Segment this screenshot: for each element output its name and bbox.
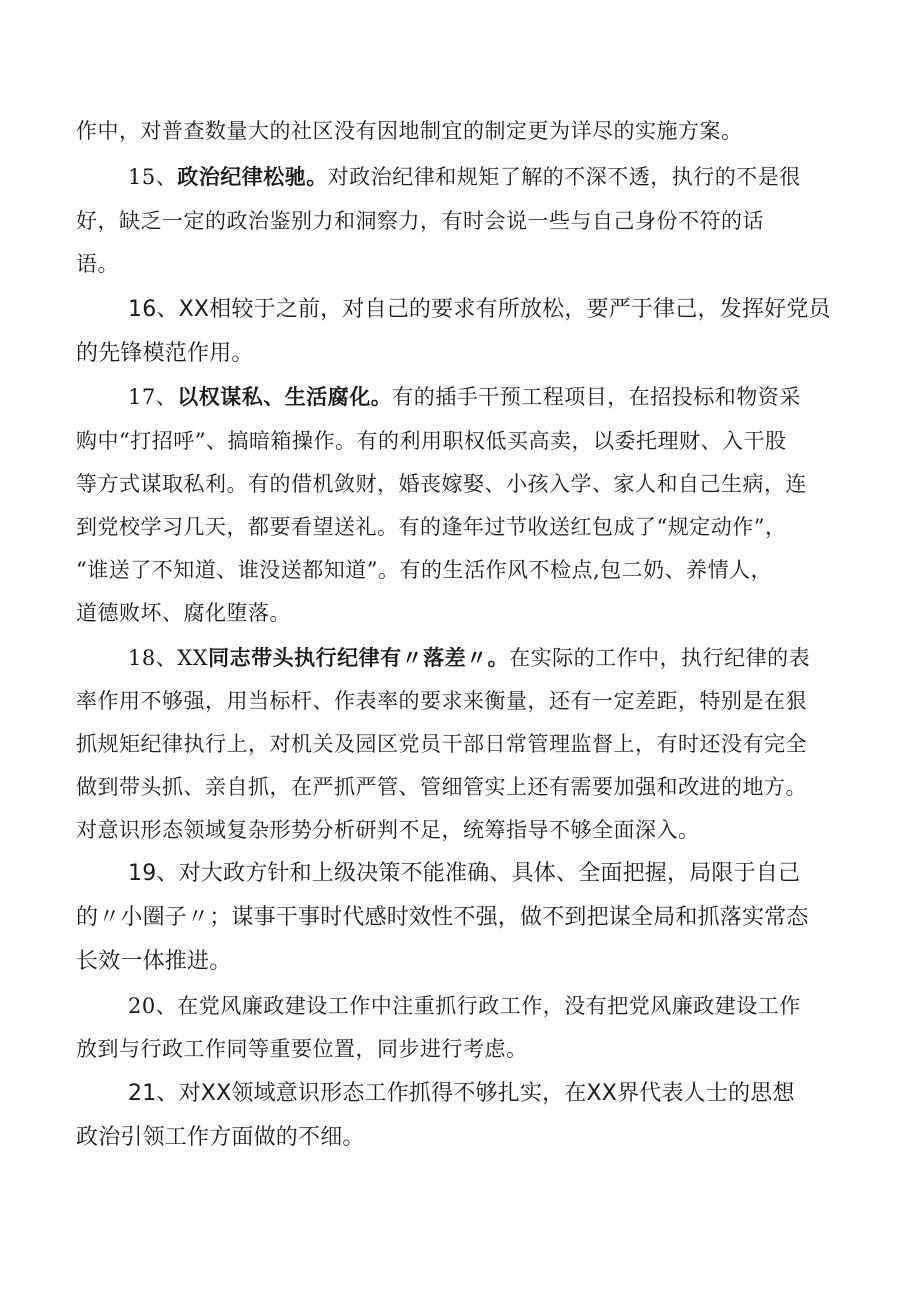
- item-heading: 以权谋私、生活腐化。: [177, 385, 393, 409]
- text-span: 对意识形态领域复杂形势分析研判不足，统筹指导不够全面深入。: [76, 818, 700, 842]
- item-number: 17、: [128, 385, 178, 409]
- text-span: 语。: [76, 252, 119, 276]
- text-line: [76, 117, 743, 145]
- text-line: [128, 163, 801, 191]
- text-span: 好，缺乏一定的政治鉴别力和洞察力，有时会说一些与自己身份不符的话: [76, 209, 764, 233]
- text-line: [76, 816, 700, 844]
- text-line: [76, 730, 807, 758]
- item-heading: 政治纪律松驰。: [177, 165, 328, 189]
- text-span: 率作用不够强，用当标杆、作表率的要求来衡量，还有一定差距，特别是在狠: [76, 689, 807, 713]
- text-span: “谁送了不知道、谁没送都知道”。有的生活作风不检点,包二奶、养情人，: [76, 558, 773, 582]
- text-line: [76, 250, 119, 278]
- text-line: [76, 1124, 365, 1152]
- text-line: [76, 340, 254, 368]
- text-span: 在实际的工作中，执行纪律的表: [509, 646, 811, 670]
- text-span: 放到与行政工作同等重要位置，同步进行考虑。: [76, 1037, 528, 1061]
- text-line: [76, 427, 786, 455]
- text-line: [128, 644, 810, 672]
- text-span: 长效一体推进。: [76, 949, 232, 974]
- text-span: 作中，对普查数量大的社区没有因地制宜的制定更为详尽的实施方案。: [76, 119, 743, 143]
- text-span: 等方式谋取私利。有的借机敛财，婚丧嫁娶、小孩入学、家人和自己生病，连: [76, 472, 807, 496]
- text-line: [76, 599, 291, 627]
- text-span: 的先锋模范作用。: [76, 341, 254, 366]
- text-line: [76, 948, 231, 976]
- text-span: 抓规矩纪律执行上，对机关及园区党员干部日常管理监督上，有时还没有完全: [76, 732, 807, 756]
- text-span: 19、对大政方针和上级决策不能准确、具体、全面把握，局限于自己: [128, 861, 801, 886]
- item-number: 15、: [128, 165, 178, 189]
- text-line: [128, 1080, 795, 1108]
- text-line: [128, 992, 801, 1020]
- text-line: [76, 687, 807, 715]
- text-line: [76, 1035, 528, 1063]
- text-span: 购中“打招呼”、搞暗箱操作。有的利用职权低买高卖，以委托理财、入干股: [76, 429, 787, 453]
- text-line: [128, 383, 801, 411]
- text-line: [76, 207, 764, 235]
- text-line: [76, 513, 786, 541]
- text-span: 16、XX相较于之前，对自己的要求有所放松，要严于律己，发挥好党员: [128, 297, 831, 322]
- item-number: 18、XX: [128, 646, 209, 670]
- text-line: [76, 904, 809, 932]
- text-span: 到党校学习几天，都要看望送礼。有的逢年过节收送红包成了“规定动作”，: [76, 515, 787, 539]
- text-line: [76, 470, 807, 498]
- text-span: 20、在党风廉政建设工作中注重抓行政工作，没有把党风廉政建设工作: [128, 994, 801, 1018]
- text-span: 的〃小圈子〃；谋事干事时代感时效性不强，做不到把谋全局和抓落实常态: [76, 905, 809, 930]
- text-line: [128, 296, 831, 324]
- text-line: [76, 556, 772, 584]
- text-span: 有的插手干预工程项目，在招投标和物资采: [392, 385, 801, 409]
- item-heading: 同志带头执行纪律有〃落差〃。: [208, 646, 510, 670]
- text-span: 道德败坏、腐化堕落。: [76, 601, 291, 625]
- text-span: 21、对XX领域意识形态工作抓得不够扎实，在XX界代表人士的思想: [128, 1081, 795, 1106]
- text-line: [128, 860, 800, 888]
- text-span: 政治引领工作方面做的不细。: [76, 1125, 365, 1150]
- text-span: 对政治纪律和规矩了解的不深不透，执行的不是很: [327, 165, 801, 189]
- text-line: [76, 773, 807, 801]
- text-span: 做到带头抓、亲自抓，在严抓严管、管细管实上还有需要加强和改进的地方。: [76, 775, 807, 799]
